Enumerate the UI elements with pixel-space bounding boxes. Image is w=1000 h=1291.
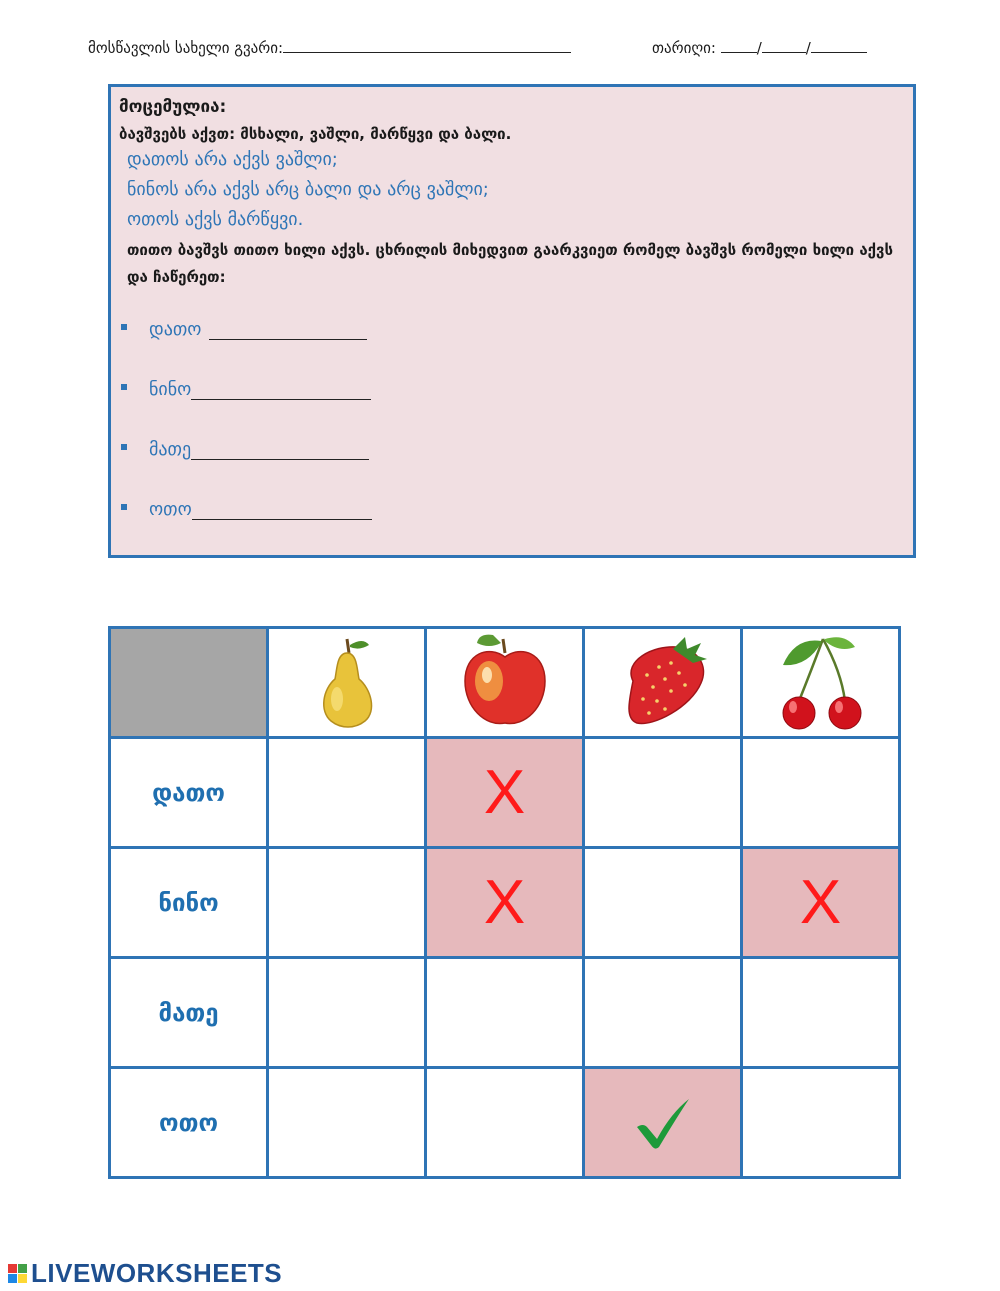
- clue-3: ოთოს აქვს მარწყვი.: [127, 209, 304, 230]
- apple-icon: [459, 631, 551, 731]
- answer-row-oto: [121, 499, 372, 520]
- date-separator: /: [756, 39, 762, 57]
- grid-cell-apple[interactable]: [426, 1068, 584, 1178]
- fruit-header-cherry: [742, 628, 900, 738]
- given-box: [108, 84, 916, 558]
- instruction-text: თითო ბავშვს თითო ხილი აქვს. ცხრილის მიხედვით გაარკვიეთ რომელ ბავშვს რომელი ხილი აქვს და ჩაწერეთ:: [127, 241, 894, 286]
- grid-row-name-cell: [110, 848, 268, 958]
- grid-cell-cherry[interactable]: [742, 958, 900, 1068]
- date-year-blank[interactable]: [811, 38, 867, 53]
- grid-row-name: ოთო: [159, 1108, 218, 1137]
- grid-row-name-cell: [110, 958, 268, 1068]
- cherry-icon: [771, 631, 871, 731]
- clue-2: ნინოს არა აქვს არც ბალი და არც ვაშლი;: [127, 179, 489, 200]
- answer-input[interactable]: [209, 321, 367, 340]
- grid-cell-strawberry[interactable]: [584, 848, 742, 958]
- grid-cell-strawberry[interactable]: [584, 958, 742, 1068]
- answer-label: ოთო: [149, 499, 192, 520]
- x-mark-icon: X: [483, 757, 526, 827]
- date-month-blank[interactable]: [762, 38, 806, 53]
- grid-row: [110, 958, 900, 1068]
- answer-label: დათო: [149, 319, 202, 340]
- grid-row-name-cell: [110, 1068, 268, 1178]
- grid-cell-strawberry[interactable]: [584, 1068, 742, 1178]
- student-name-blank[interactable]: [283, 38, 571, 53]
- student-name-label: მოსწავლის სახელი გვარი:: [88, 39, 284, 57]
- logo-text: LIVEWORKSHEETS: [31, 1258, 283, 1288]
- date-label: თარიღი:: [652, 39, 716, 57]
- answer-label: ნინო: [149, 379, 192, 400]
- grid-cell-strawberry[interactable]: [584, 738, 742, 848]
- bullet-icon: [121, 504, 127, 510]
- grid-body: [110, 738, 900, 1178]
- answer-row-mate: [121, 439, 369, 460]
- clue-1: დათოს არა აქვს ვაშლი;: [127, 149, 338, 170]
- answer-label: მათე: [149, 439, 192, 460]
- grid-cell-pear[interactable]: [268, 1068, 426, 1178]
- pear-icon: [307, 631, 387, 731]
- fruit-header-pear: [268, 628, 426, 738]
- given-title: მოცემულია:: [119, 97, 227, 117]
- date-field: [652, 38, 867, 57]
- grid-header-row: [110, 628, 900, 738]
- grid-corner-cell: [110, 628, 268, 738]
- answer-row-dato: [121, 319, 367, 340]
- grid-cell-cherry[interactable]: [742, 848, 900, 958]
- answer-input[interactable]: [191, 441, 369, 460]
- strawberry-icon: [613, 631, 713, 731]
- grid-row-name-cell: [110, 738, 268, 848]
- grid-cell-pear[interactable]: [268, 958, 426, 1068]
- x-mark-icon: X: [483, 867, 526, 937]
- x-mark-icon: X: [799, 867, 842, 937]
- bullet-icon: [121, 324, 127, 330]
- grid-row-name: ნინო: [158, 888, 219, 917]
- logo-icon: [8, 1264, 27, 1283]
- date-separator: /: [805, 39, 811, 57]
- answer-input[interactable]: [192, 501, 372, 520]
- grid-cell-cherry[interactable]: [742, 1068, 900, 1178]
- student-name-field: [88, 38, 571, 57]
- grid-row: [110, 738, 900, 848]
- fruit-header-apple: [426, 628, 584, 738]
- answer-input[interactable]: [191, 381, 371, 400]
- fruit-header-strawberry: [584, 628, 742, 738]
- grid-row-name: მათე: [158, 998, 219, 1027]
- grid-row-name: დათო: [152, 778, 225, 807]
- grid-cell-apple[interactable]: [426, 958, 584, 1068]
- grid-row: [110, 848, 900, 958]
- bullet-icon: [121, 444, 127, 450]
- logic-grid: [108, 626, 901, 1179]
- grid-row: [110, 1068, 900, 1178]
- grid-cell-pear[interactable]: [268, 848, 426, 958]
- grid-cell-apple[interactable]: [426, 738, 584, 848]
- bullet-icon: [121, 384, 127, 390]
- answer-row-nino: [121, 379, 371, 400]
- liveworksheets-logo: [8, 1258, 282, 1289]
- grid-cell-cherry[interactable]: [742, 738, 900, 848]
- grid-cell-apple[interactable]: [426, 848, 584, 958]
- grid-cell-pear[interactable]: [268, 738, 426, 848]
- date-day-blank[interactable]: [721, 38, 757, 53]
- given-intro: ბავშვებს აქვთ: მსხალი, ვაშლი, მარწყვი და ბალი.: [119, 125, 512, 143]
- checkmark-icon: [585, 1095, 740, 1151]
